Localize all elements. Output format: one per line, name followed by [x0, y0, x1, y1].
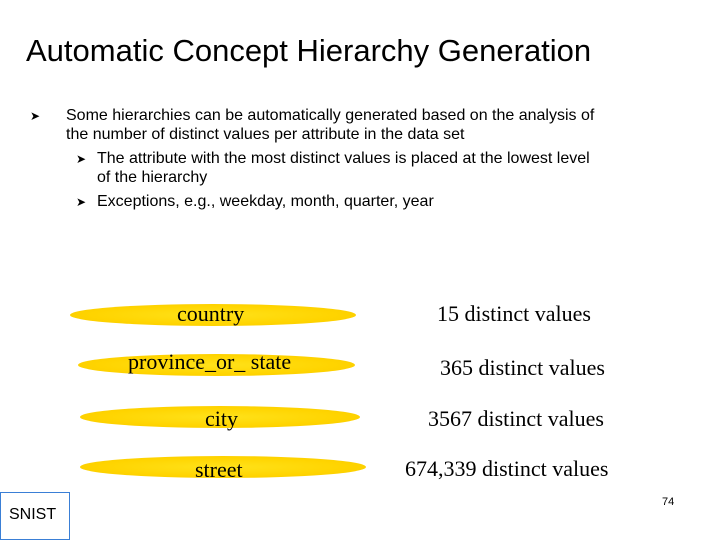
hierarchy-level-name: country: [177, 301, 245, 326]
arrow-bullet-icon: ➤: [76, 152, 87, 166]
logo: [0, 492, 70, 540]
hierarchy-level-count: 3567 distinct values: [428, 406, 604, 431]
slide-title: Automatic Concept Hierarchy Generation: [26, 33, 592, 68]
hierarchy-level-name: city: [205, 406, 238, 431]
sub-bullet-text-line: of the hierarchy: [97, 169, 208, 186]
hierarchy-level-name: province_or_ state: [128, 349, 292, 374]
sub-bullet-text-line: The attribute with the most distinct values is placed at the lowest level: [97, 150, 590, 167]
bullet-list: [0, 0, 720, 230]
hierarchy-level-count: 365 distinct values: [440, 355, 605, 380]
logo-text: SNIST: [9, 506, 57, 523]
hierarchy-level-name: street: [195, 457, 243, 482]
bullet-text-line: Some hierarchies can be automatically generated based on the analysis of: [66, 107, 595, 124]
bullet-text-line: the number of distinct values per attribute in the data set: [66, 126, 465, 143]
sub-bullet-text-line: Exceptions, e.g., weekday, month, quarter, year: [97, 193, 434, 210]
arrow-bullet-icon: ➤: [30, 109, 41, 123]
hierarchy-level-count: 15 distinct values: [437, 301, 591, 326]
page-number: 74: [662, 496, 675, 508]
arrow-bullet-icon: ➤: [76, 195, 87, 209]
hierarchy-level-count: 674,339 distinct values: [405, 456, 609, 481]
